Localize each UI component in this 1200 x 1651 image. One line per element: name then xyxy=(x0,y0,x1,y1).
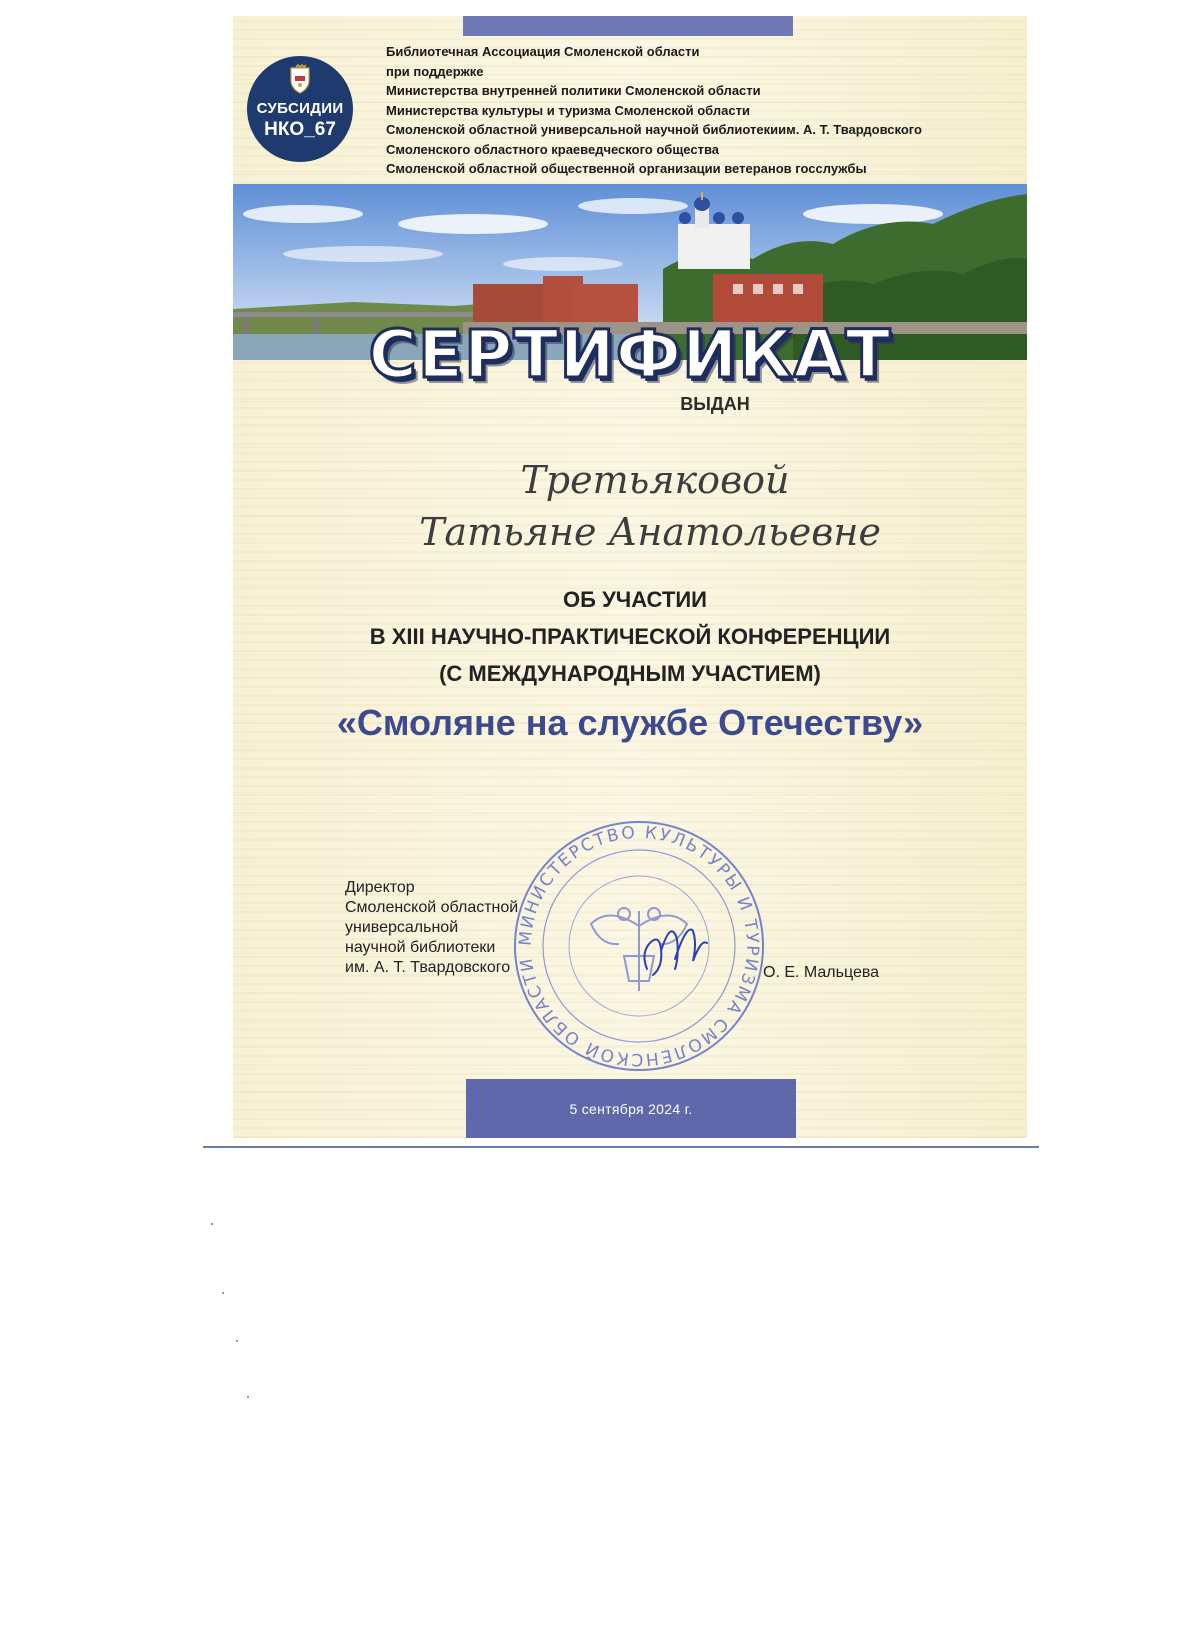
date-bar xyxy=(466,1079,796,1138)
organizer-line: Смоленского областного краеведческого общества xyxy=(386,141,720,157)
director-title xyxy=(345,878,518,978)
organizer-line: Библиотечная Ассоциация Смоленской области xyxy=(386,44,700,59)
smolensk-coat-of-arms-icon xyxy=(287,64,313,94)
director-line: научной библиотеки xyxy=(345,939,496,956)
certificate-sheet xyxy=(233,16,1027,1138)
recipient-surname: Третьяковой xyxy=(520,458,790,502)
scan-speck xyxy=(211,1223,213,1225)
signer-name: О. Е. Мальцева xyxy=(763,964,880,981)
handwritten-signature xyxy=(635,909,715,987)
scan-speck xyxy=(222,1292,224,1294)
participation-text xyxy=(233,581,1027,692)
director-line: универсальной xyxy=(345,919,459,936)
organizer-line: Смоленской областной универсальной научной библиотекиим. А. Т. Твардовского xyxy=(386,122,922,137)
recipient-given-names: Татьяне Анатольевне xyxy=(419,510,881,554)
badge-line-2: НКО_67 xyxy=(264,119,336,140)
badge-line-1: СУБСИДИИ xyxy=(256,100,344,117)
issued-label: ВЫДАН xyxy=(680,394,750,414)
scan-edge-line xyxy=(203,1146,1039,1148)
director-line: Директор xyxy=(345,879,415,896)
director-line: Смоленской областной xyxy=(345,899,519,916)
issue-date: 5 сентября 2024 г. xyxy=(569,1100,693,1117)
recipient-name xyxy=(233,454,1027,558)
participation-line-3: (С МЕЖДУНАРОДНЫМ УЧАСТИЕМ) xyxy=(439,661,821,686)
organizer-line: Министерства внутренней политики Смоленской области xyxy=(386,83,761,98)
director-line: им. А. Т. Твардовского xyxy=(345,959,511,976)
certificate-title: СЕРТИФИКАТ xyxy=(368,316,892,393)
scan-speck xyxy=(236,1340,238,1342)
organizers-list xyxy=(386,42,1016,179)
scan-speck xyxy=(247,1396,249,1398)
organizer-line: Смоленской областной общественной организации ветеранов госслужбы xyxy=(386,161,867,176)
top-accent-bar xyxy=(463,16,793,36)
participation-line-2: В XIII НАУЧНО-ПРАКТИЧЕСКОЙ КОНФЕРЕНЦИИ xyxy=(369,624,891,649)
subsidy-badge xyxy=(247,56,353,162)
conference-name: «Смоляне на службе Отечеству» xyxy=(336,702,924,743)
organizer-line: Министерства культуры и туризма Смоленской области xyxy=(386,102,750,118)
stamp-outer-text: МИНИСТЕРСТВО КУЛЬТУРЫ И ТУРИЗМА СМОЛЕНСКОЙ ОБЛАСТИ xyxy=(515,822,763,1070)
organizer-line: при поддержке xyxy=(386,63,484,79)
participation-line-1: ОБ УЧАСТИИ xyxy=(563,587,707,612)
